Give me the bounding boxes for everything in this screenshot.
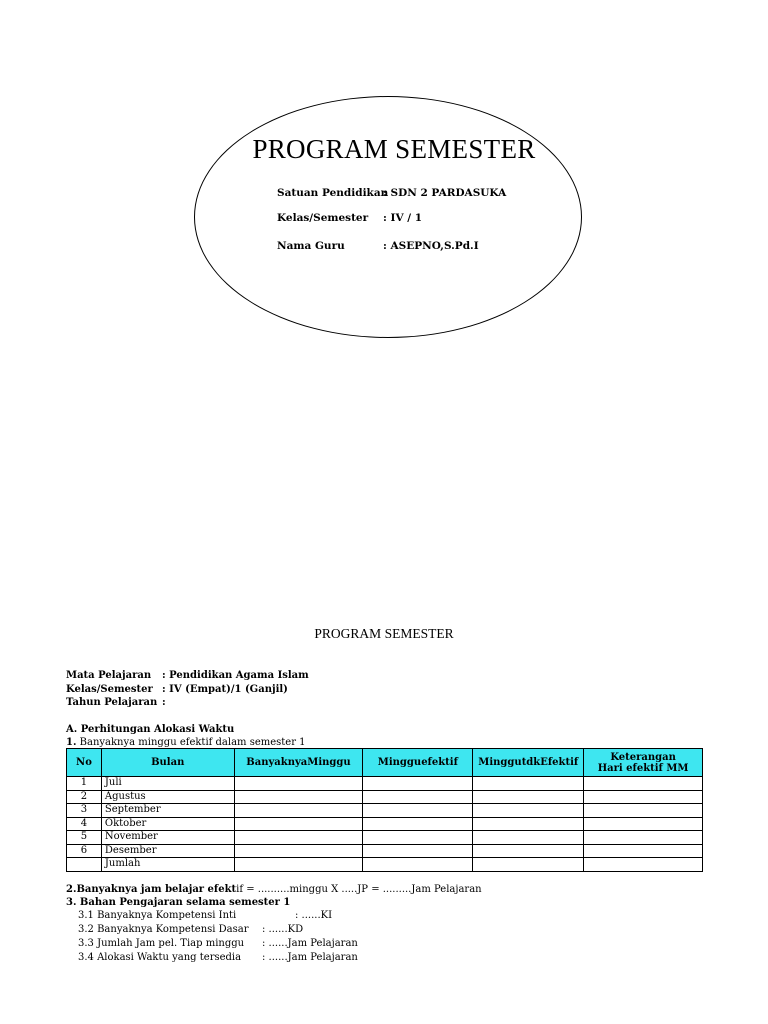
cell-empty: [234, 831, 363, 845]
cover-title: PROGRAM SEMESTER: [252, 134, 536, 164]
header-keterangan-line1: Keterangan: [610, 751, 676, 763]
sub-item-value: : ......Jam Pelajaran: [262, 952, 358, 963]
cell-bulan: Jumlah: [101, 858, 234, 872]
item-3-heading: 3. Bahan Pengajaran selama semester 1: [66, 897, 291, 908]
cell-empty: [473, 858, 584, 872]
cell-no: 6: [67, 844, 102, 858]
cell-empty: [363, 777, 473, 791]
header-bulan: Bulan: [101, 749, 234, 777]
cell-empty: [363, 858, 473, 872]
cell-bulan: September: [101, 804, 234, 818]
sub-item-3-2: [78, 924, 304, 935]
cell-bulan: Juli: [101, 777, 234, 791]
sub-item-value: : ......Jam Pelajaran: [262, 938, 358, 949]
header-minggu-tdk-efektif: MinggutdkEfektif: [473, 749, 584, 777]
section-a-heading: A. Perhitungan Alokasi Waktu: [66, 724, 235, 735]
item-1-text: Banyaknya minggu efektif dalam semester 1: [76, 737, 306, 748]
cell-no: 1: [67, 777, 102, 791]
cell-no: 5: [67, 831, 102, 845]
table-row-total: [67, 858, 703, 872]
cell-empty: [363, 804, 473, 818]
meta-label: Tahun Pelajaran: [66, 697, 158, 708]
sub-item-label: 3.3 Jumlah Jam pel. Tiap minggu: [78, 938, 245, 949]
table-row: [67, 790, 703, 804]
cell-empty: [234, 777, 363, 791]
sub-item-value: : ......KI: [295, 910, 333, 921]
cover-field-value: : ASEPNO,S.Pd.I: [383, 240, 479, 252]
header-keterangan-line2: Hari efektif MM: [597, 762, 689, 774]
cell-empty: [584, 831, 703, 845]
doc-title: PROGRAM SEMESTER: [314, 626, 454, 641]
cover-field-value: : IV / 1: [383, 212, 423, 224]
cell-bulan: November: [101, 831, 234, 845]
table-row: [67, 844, 703, 858]
cell-no: 3: [67, 804, 102, 818]
table-header-row: [67, 749, 703, 777]
cell-empty: [473, 844, 584, 858]
cell-empty: [363, 831, 473, 845]
cell-empty: [234, 790, 363, 804]
meta-value: :: [162, 697, 166, 708]
item-1: [66, 737, 306, 748]
cell-empty: [363, 844, 473, 858]
cell-empty: [473, 831, 584, 845]
cover-field-label: Nama Guru: [277, 240, 345, 252]
cell-empty: [584, 790, 703, 804]
cell-empty: [363, 790, 473, 804]
table-row: [67, 817, 703, 831]
meta-label: Mata Pelajaran: [66, 670, 152, 681]
cell-empty: [584, 804, 703, 818]
cell-empty: [234, 804, 363, 818]
cell-empty: [234, 858, 363, 872]
item-1-number: 1.: [66, 737, 77, 748]
cell-empty: [584, 817, 703, 831]
cell-empty: [584, 858, 703, 872]
table-row: [67, 804, 703, 818]
header-keterangan: [584, 749, 703, 777]
sub-item-3-4: [78, 952, 358, 963]
cell-no: 4: [67, 817, 102, 831]
table-row: [67, 831, 703, 845]
item-2: [66, 884, 482, 895]
meta-value: : IV (Empat)/1 (Ganjil): [162, 684, 288, 695]
table-row: [67, 777, 703, 791]
cell-empty: [584, 777, 703, 791]
sub-item-3-1: [78, 910, 333, 921]
cell-no: 2: [67, 790, 102, 804]
meta-value: : Pendidikan Agama Islam: [162, 670, 309, 681]
cell-bulan: Oktober: [101, 817, 234, 831]
cover-field-label: Kelas/Semester: [277, 212, 369, 224]
cell-empty: [234, 817, 363, 831]
sub-item-label: 3.4 Alokasi Waktu yang tersedia: [78, 952, 242, 963]
cell-empty: [234, 844, 363, 858]
sub-item-label: 3.1 Banyaknya Kompetensi Inti: [78, 910, 237, 921]
sub-item-value: : ......KD: [262, 924, 304, 935]
effective-weeks-table: [66, 748, 703, 872]
cover-field-label: Satuan Pendidikan: [277, 187, 389, 199]
header-banyaknya-minggu: BanyaknyaMinggu: [234, 749, 363, 777]
cell-empty: [473, 804, 584, 818]
item-2-formula: if = ..........minggu X .....JP = .........Jam Pelajaran: [236, 884, 482, 895]
cell-empty: [363, 817, 473, 831]
item-2-heading: 2.Banyaknya jam belajar efekt: [66, 884, 237, 895]
sub-item-label: 3.2 Banyaknya Kompetensi Dasar: [78, 924, 249, 935]
cell-empty: [473, 790, 584, 804]
sub-item-3-3: [78, 938, 358, 949]
cell-bulan: Agustus: [101, 790, 234, 804]
cover-field-value: : SDN 2 PARDASUKA: [383, 187, 507, 199]
cell-no: [67, 858, 102, 872]
cell-empty: [584, 844, 703, 858]
cell-empty: [473, 817, 584, 831]
header-no: No: [67, 749, 102, 777]
header-minggu-efektif: Mingguefektif: [363, 749, 473, 777]
cell-empty: [473, 777, 584, 791]
meta-label: Kelas/Semester: [66, 684, 153, 695]
cell-bulan: Desember: [101, 844, 234, 858]
